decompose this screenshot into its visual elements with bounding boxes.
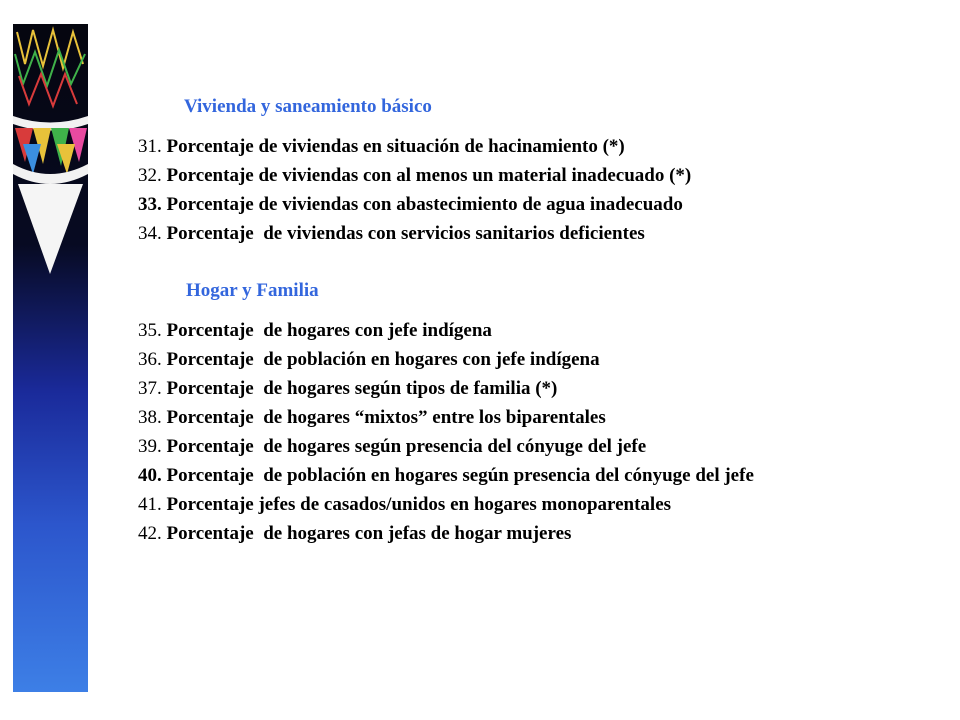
indicator-number: 35. — [138, 320, 162, 341]
indicator-text: Porcentaje de población en hogares con jefe indígena — [166, 349, 600, 370]
indicator-number: 42. — [138, 523, 162, 544]
decorative-side-banner — [13, 24, 88, 692]
indicator-list-vivienda — [138, 132, 691, 248]
indicator-text: Porcentaje de viviendas con servicios sanitarios deficientes — [166, 223, 645, 244]
section-title-hogar: Hogar y Familia — [186, 280, 319, 301]
indicator-number: 39. — [138, 436, 162, 457]
indicator-text: Porcentaje de población en hogares según presencia del cónyuge del jefe — [166, 465, 754, 486]
indicator-text: Porcentaje de viviendas con al menos un material inadecuado (*) — [166, 165, 692, 186]
indicator-item — [138, 403, 754, 432]
indicator-text: Porcentaje jefes de casados/unidos en hogares monoparentales — [166, 494, 672, 515]
indicator-number: 34. — [138, 223, 162, 244]
indicator-number: 31. — [138, 136, 162, 157]
indicator-item — [138, 432, 754, 461]
indicator-number: 33. — [138, 194, 162, 215]
indicator-number: 38. — [138, 407, 162, 428]
indicator-item — [138, 161, 691, 190]
indicator-text: Porcentaje de hogares según tipos de familia (*) — [166, 378, 558, 399]
indicator-text: Porcentaje de viviendas en situación de hacinamiento (*) — [166, 136, 625, 157]
indicator-item — [138, 519, 754, 548]
indicator-item — [138, 316, 754, 345]
indicator-item — [138, 219, 691, 248]
indicator-text: Porcentaje de hogares “mixtos” entre los biparentales — [166, 407, 606, 428]
indicator-item — [138, 461, 754, 490]
indicator-text: Porcentaje de hogares con jefas de hogar mujeres — [166, 523, 572, 544]
indicator-text: Porcentaje de hogares según presencia del cónyuge del jefe — [166, 436, 647, 457]
indicator-item — [138, 490, 754, 519]
indicator-number: 40. — [138, 465, 162, 486]
indicator-number: 37. — [138, 378, 162, 399]
indicator-text: Porcentaje de hogares con jefe indígena — [166, 320, 492, 341]
indicator-item — [138, 132, 691, 161]
indicator-item — [138, 345, 754, 374]
section-title-vivienda: Vivienda y saneamiento básico — [184, 96, 432, 117]
indicator-item — [138, 374, 754, 403]
indicator-list-hogar — [138, 316, 754, 548]
indicator-number: 36. — [138, 349, 162, 370]
indicator-item — [138, 190, 691, 219]
indicator-number: 41. — [138, 494, 162, 515]
indicator-text: Porcentaje de viviendas con abastecimiento de agua inadecuado — [166, 194, 683, 215]
indicator-number: 32. — [138, 165, 162, 186]
